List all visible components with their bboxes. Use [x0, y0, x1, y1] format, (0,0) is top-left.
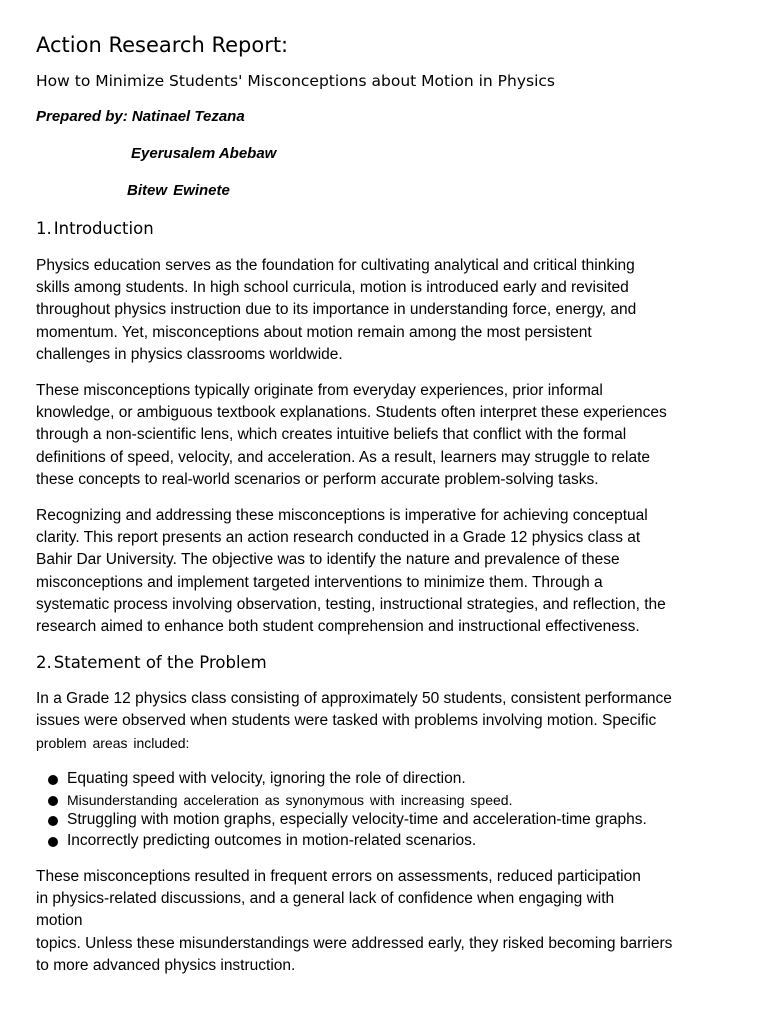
list-item	[46, 790, 647, 811]
introduction-paragraph: Recognizing and addressing these misconceptions is imperative for achieving conceptual clarity. This report presents an action research conducted in a Grade 12 physics class at Bahir Dar University. The objective was to identify the nature and prevalence of these misconceptions and implement targeted interventions to minimize them. Through a systematic process involving observation, testing, instructional strategies, and reflection, the research aimed to enhance both student comprehension and instructional effectiveness.	[36, 507, 666, 636]
list-item-text: Equating speed with velocity, ignoring the role of direction.	[67, 770, 466, 787]
list-item-text: Struggling with motion graphs, especially velocity-time and acceleration-time graphs.	[67, 811, 647, 829]
section-title: Statement of the Problem	[53, 653, 267, 672]
list-item-text: Misunderstanding acceleration as synonymous with increasing speed.	[67, 791, 513, 808]
author-line: Bitew Ewinete	[127, 182, 230, 199]
section-number: 2.	[36, 653, 52, 672]
author-line: Prepared by: Natinael Tezana	[36, 108, 245, 125]
bullet-icon	[48, 775, 58, 785]
problem-closing-paragraph: These misconceptions resulted in frequent errors on assessments, reduced participation in physics-related discussions, and a general lack of confidence when engaging with motion topics. Unless these misunderstandings were addressed early, they risked becoming barriers to more advanced physics instruction.	[36, 868, 673, 974]
introduction-paragraph: Physics education serves as the foundation for cultivating analytical and critical thinking skills among students. In high school curricula, motion is introduced early and revisited throughout physics instruction due to its importance in understanding force, energy, and momentum. Yet, misconceptions about motion remain among the most persistent challenges in physics classrooms worldwide.	[36, 257, 637, 363]
section-title: Introduction	[53, 219, 154, 238]
report-subtitle: How to Minimize Students' Misconceptions about Motion in Physics	[36, 72, 556, 90]
author-line: Eyerusalem Abebaw	[131, 145, 277, 162]
bullet-icon	[48, 837, 58, 847]
list-item-text: Incorrectly predicting outcomes in motion-related scenarios.	[67, 831, 477, 849]
list-item	[46, 810, 647, 831]
list-item	[46, 831, 647, 852]
problem-intro-text: In a Grade 12 physics class consisting of approximately 50 students, consistent performance issues were observed when students were tasked with problems involving motion. Specific	[36, 690, 672, 730]
problem-areas-list	[46, 769, 647, 851]
section-heading-introduction	[36, 218, 154, 240]
introduction-paragraph: These misconceptions typically originate from everyday experiences, prior informal knowledge, or ambiguous textbook explanations. Students often interpret these experiences through a non-scientific lens, which creates intuitive beliefs that conflict with the formal definitions of speed, velocity, and acceleration. As a result, learners may struggle to relate these concepts to real-world scenarios or perform accurate problem-solving tasks.	[36, 382, 667, 488]
report-title: Action Research Report:	[36, 33, 289, 57]
problem-intro-tail: problem areas included:	[36, 735, 190, 752]
bullet-icon	[48, 796, 58, 806]
bullet-icon	[48, 816, 58, 826]
section-number: 1.	[36, 219, 52, 238]
section-heading-problem	[36, 652, 267, 674]
problem-intro-paragraph	[36, 688, 736, 756]
list-item	[46, 769, 647, 790]
